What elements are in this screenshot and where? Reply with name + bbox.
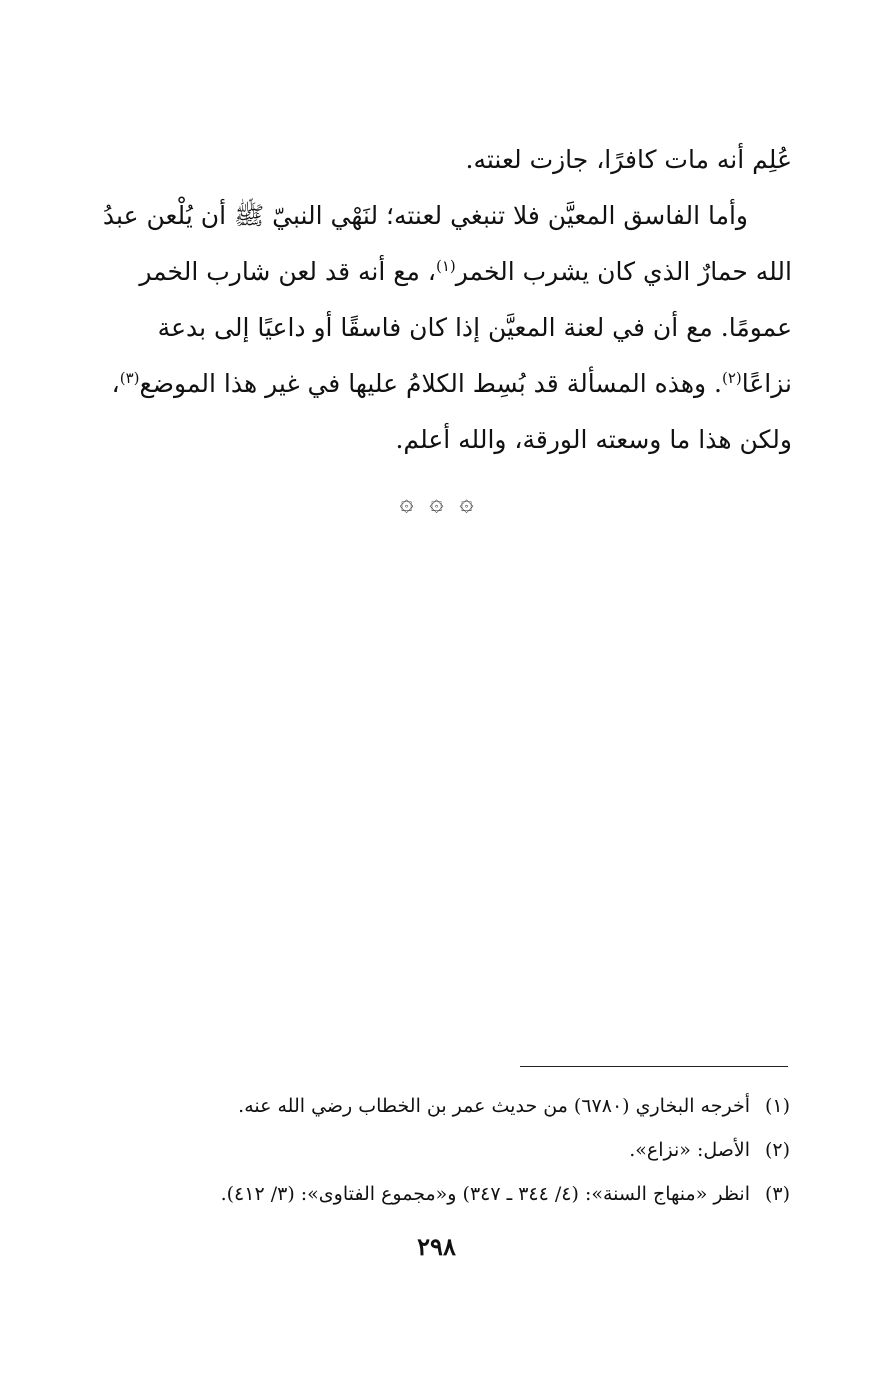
footnote-1 bbox=[110, 1084, 790, 1128]
paragraph-text: . وهذه المسألة قد بُسِط الكلامُ عليها في غير هذا الموضع bbox=[139, 369, 722, 398]
footnote-text: أخرجه البخاري (٦٧٨٠) من حديث عمر بن الخطاب رضي الله عنه. bbox=[238, 1095, 750, 1117]
footnote-ref-2[interactable]: (٢) bbox=[721, 369, 742, 387]
footnote-ref-1[interactable]: (١) bbox=[435, 257, 456, 275]
paragraph-text: ، ولكن هذا ما وسعته الورقة، والله أعلم. bbox=[111, 369, 792, 454]
ornament-star-icon: ۞ bbox=[399, 488, 414, 516]
footnote-number: (١) bbox=[764, 1095, 790, 1117]
paragraph-text: عُلِم أنه مات كافرًا، جازت لعنته. bbox=[465, 145, 792, 174]
footnote-divider bbox=[520, 1066, 788, 1067]
footnote-number: (٢) bbox=[764, 1139, 790, 1161]
footnote-2 bbox=[110, 1128, 790, 1172]
ornament-star-icon: ۞ bbox=[429, 488, 444, 516]
footnote-ref-3[interactable]: (٣) bbox=[119, 369, 140, 387]
footnotes bbox=[110, 1084, 790, 1216]
paragraph-text: ، مع أنه قد لعن شارب الخمر عمومًا. مع أن في لعنة المعيَّن إذا كان فاسقًا أو داعيًا إلى بدعة نزاعًا bbox=[139, 257, 792, 398]
footnote-3 bbox=[110, 1172, 790, 1216]
footnote-text: انظر «منهاج السنة»: (٤/ ٣٤٤ ـ ٣٤٧) و«مجموع الفتاوى»: (٣/ ٤١٢). bbox=[220, 1183, 750, 1205]
ornament-star-icon: ۞ bbox=[459, 488, 474, 516]
paragraph-1 bbox=[84, 132, 792, 188]
main-text bbox=[84, 132, 792, 468]
paragraph-2 bbox=[84, 188, 792, 468]
footnote-text: الأصل: «نزاع». bbox=[629, 1139, 750, 1161]
footnote-number: (٣) bbox=[764, 1183, 790, 1205]
paragraph-text: وأما الفاسق المعيَّن فلا تنبغي لعنته؛ لنَهْي النبيّ ﷺ أن يُلْعن عبدُ الله حمارٌ الذي كان يشرب الخمر bbox=[102, 201, 792, 286]
section-separator bbox=[0, 488, 873, 516]
page-number: ٢٩٨ bbox=[417, 1232, 456, 1261]
